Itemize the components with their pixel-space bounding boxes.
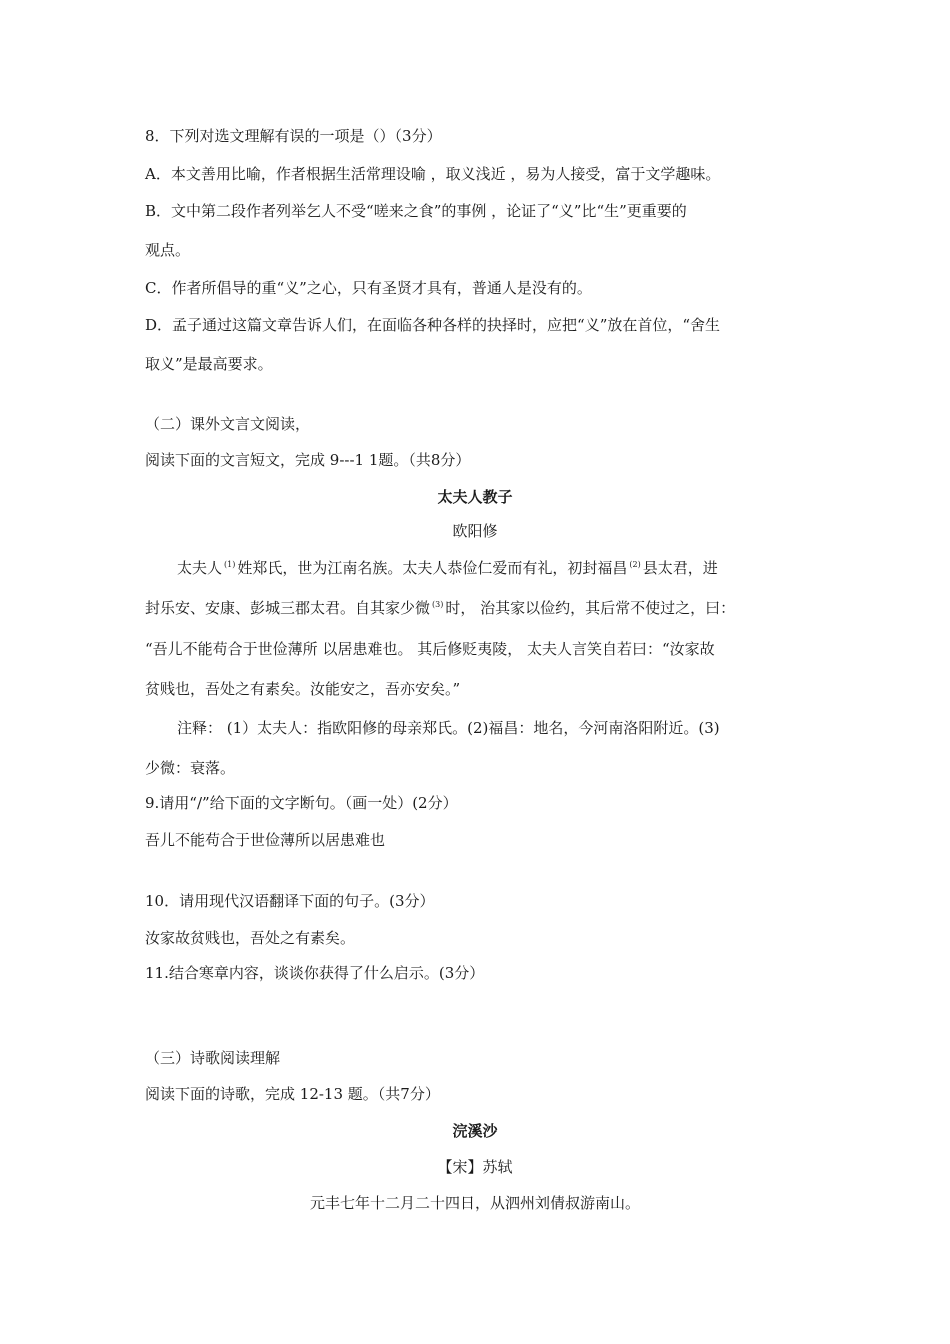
passage-title: 太夫人教子 [437,488,513,506]
q10-prompt: 10．请用现代汉语翻译下面的句子。(3分） [145,892,435,910]
q8-option-c: C．作者所倡导的重“义”之心，只有圣贤才具有，普通人是没有的。 [145,279,592,297]
notes-line1: 注释： (1）太夫人：指欧阳修的母亲郑氏。(2)福昌：地名，今河南洛阳附近。(3) [177,719,720,737]
footnote-mark-2: (2) [629,560,641,569]
q8-option-b-line2: 观点。 [145,241,191,259]
passage-line3: “吾儿不能苟合于世俭薄所 以居患难也。 其后修贬夷陵， 太夫人言笑自若曰：“汝家故 [145,640,715,658]
q8-option-a: A．本文善用比喻，作者根据生活常理设喻 ，取义浅近 ，易为人接受，富于文学趣味。 [145,165,721,183]
footnote-mark-3: (3) [432,600,444,609]
section2-instruction: 阅读下面的文言短文，完成 9---1 1题。（共8分） [145,451,471,469]
q8-stem: 8．下列对选文理解有误的一项是（）（3分） [145,127,442,145]
poem-preface: 元丰七年十二月二十四日，从泗州刘倩叔游南山。 [309,1194,640,1212]
section2-heading: （二）课外文言文阅读， [145,415,311,433]
passage-line2-a: 封乐安、安康、彭城三郡太君。自其家少微 [145,599,431,617]
section3-heading: （三）诗歌阅读理解 [145,1049,281,1067]
q9-text: 吾儿不能苟合于世俭薄所以居患难也 [145,831,386,849]
q10-text: 汝家故贫贱也，吾处之有素矣。 [145,929,356,947]
passage-line4: 贫贱也，吾处之有素矣。汝能安之，吾亦安矣。” [145,680,461,698]
notes-line2: 少微：衰落。 [145,759,236,777]
poem-title: 浣溪沙 [452,1122,498,1140]
q9-prompt: 9.请用“/”给下面的文字断句。（画一处）(2分） [145,794,458,812]
passage-line1-c: 县太君，进 [642,559,718,577]
q8-option-b-line1: B．文中第二段作者列举乞人不受“嗟来之食”的事例 ，论证了“义”比“生”更重要的 [145,202,687,220]
passage-line2-b: 时， 治其家以俭约，其后常不使过之，曰： [445,599,736,617]
q8-option-d-line2: 取义”是最高要求。 [145,355,273,373]
passage-line2 [145,598,735,618]
passage-line1 [177,558,718,578]
q11-prompt: 11.结合寒章内容，谈谈你获得了什么启示。(3分） [145,964,485,982]
q8-option-d-line1: D．孟子通过这篇文章告诉人们，在面临各种各样的抉择时，应把“义”放在首位，“舍生 [145,316,721,334]
poem-author: 【宋】苏轼 [437,1158,513,1176]
footnote-mark-1: (1) [224,560,236,569]
passage-line1-b: 姓郑氏，世为江南名族。太夫人恭俭仁爱而有礼，初封福昌 [237,559,628,577]
section3-instruction: 阅读下面的诗歌，完成 12-13 题。（共7分） [145,1085,440,1103]
passage-author: 欧阳修 [452,522,498,540]
passage-line1-a: 太夫人 [177,559,223,577]
